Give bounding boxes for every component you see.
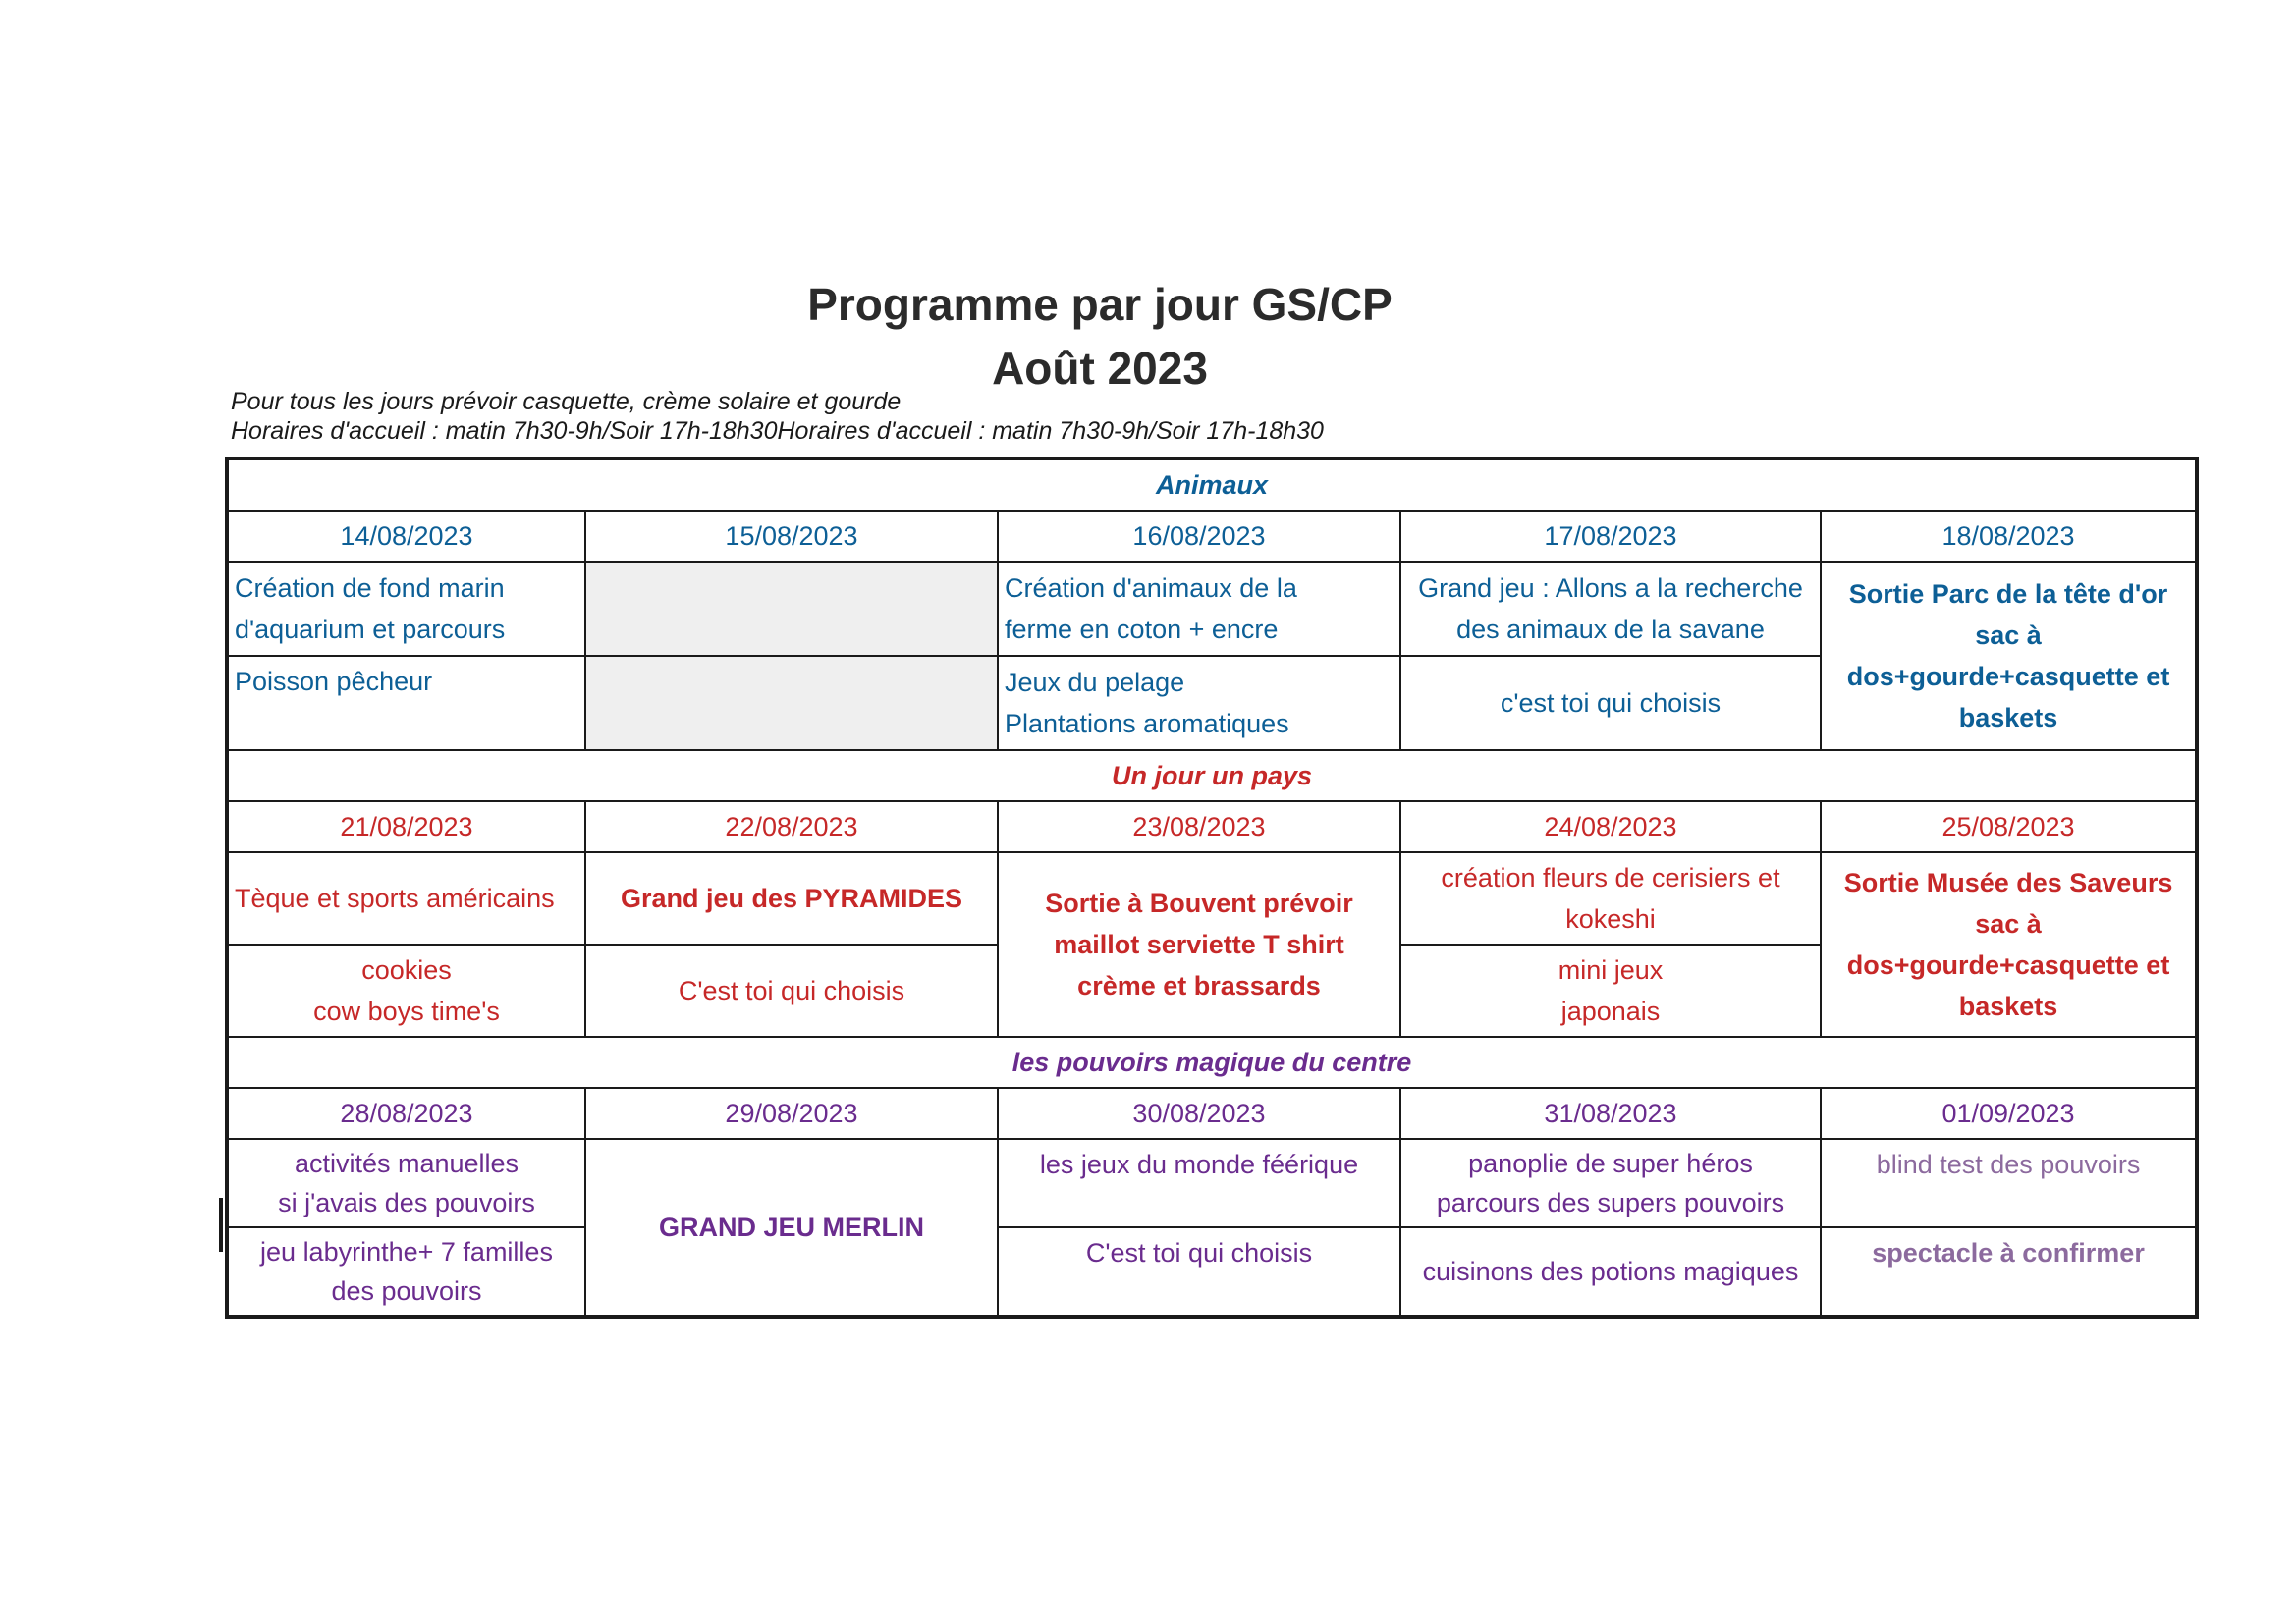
date-cell: 17/08/2023 [1400,511,1821,562]
note-hours: Horaires d'accueil : matin 7h30-9h/Soir 17h-18h30Horaires d'accueil : matin 7h30-9h/Soir 17h-18h30 [231,417,1324,445]
date-cell: 30/08/2023 [998,1088,1400,1139]
date-cell: 16/08/2023 [998,511,1400,562]
date-cell: 15/08/2023 [585,511,998,562]
activity-cell: activités manuelles si j'avais des pouvoirs [227,1139,585,1227]
week3-dates-row [227,1088,2197,1139]
activity-cell: mini jeux japonais [1400,945,1821,1037]
note-equipment: Pour tous les jours prévoir casquette, crème solaire et gourde [231,388,902,415]
activity-cell: C'est toi qui choisis [585,945,998,1037]
date-cell: 14/08/2023 [227,511,585,562]
activity-cell: jeu labyrinthe+ 7 familles des pouvoirs [227,1227,585,1317]
activity-cell: Jeux du pelage Plantations aromatiques [998,656,1400,750]
week3-morning-row [227,1139,2197,1227]
program-table [225,457,2199,1319]
date-cell: 22/08/2023 [585,801,998,852]
date-cell: 23/08/2023 [998,801,1400,852]
week3-afternoon-row [227,1227,2197,1317]
activity-cell: création fleurs de cerisiers et kokeshi [1400,852,1821,945]
date-cell: 18/08/2023 [1821,511,2197,562]
week2-morning-row [227,852,2197,945]
activity-cell: spectacle à confirmer [1821,1227,2197,1317]
week2-dates-row [227,801,2197,852]
activity-cell: blind test des pouvoirs [1821,1139,2197,1227]
activity-cell: Tèque et sports américains [227,852,585,945]
week3-theme-row [227,1037,2197,1088]
date-cell: 01/09/2023 [1821,1088,2197,1139]
activity-cell: panoplie de super héros parcours des supers pouvoirs [1400,1139,1821,1227]
activity-cell: Création de fond marin d'aquarium et parcours [227,562,585,656]
page-title: Programme par jour GS/CP [807,279,1393,330]
activity-cell: Sortie Musée des Saveurs sac à dos+gourde+casquette et baskets [1821,852,2197,1037]
date-cell: 21/08/2023 [227,801,585,852]
month-title: Août 2023 [992,343,1208,394]
week2-theme: Un jour un pays [227,750,2197,801]
activity-cell: cuisinons des potions magiques [1400,1227,1821,1317]
activity-cell: les jeux du monde féérique [998,1139,1400,1227]
activity-cell: Poisson pêcheur [227,656,585,750]
date-cell: 24/08/2023 [1400,801,1821,852]
activity-cell: c'est toi qui choisis [1400,656,1821,750]
activity-cell: cookies cow boys time's [227,945,585,1037]
blank-cell [585,656,998,750]
date-cell: 29/08/2023 [585,1088,998,1139]
blank-cell [585,562,998,656]
week1-theme: Animaux [227,459,2197,511]
activity-cell: Grand jeu des PYRAMIDES [585,852,998,945]
activity-cell: Création d'animaux de la ferme en coton + encre [998,562,1400,656]
week2-theme-row [227,750,2197,801]
activity-cell: Sortie Parc de la tête d'or sac à dos+gourde+casquette et baskets [1821,562,2197,750]
date-cell: 25/08/2023 [1821,801,2197,852]
week1-theme-row [227,459,2197,511]
date-cell: 31/08/2023 [1400,1088,1821,1139]
activity-cell: C'est toi qui choisis [998,1227,1400,1317]
activity-cell: GRAND JEU MERLIN [585,1139,998,1317]
week1-dates-row [227,511,2197,562]
week3-theme: les pouvoirs magique du centre [227,1037,2197,1088]
week1-morning-row [227,562,2197,656]
activity-cell: Sortie à Bouvent prévoir maillot serviette T shirt crème et brassards [998,852,1400,1037]
activity-cell: Grand jeu : Allons a la recherche des animaux de la savane [1400,562,1821,656]
date-cell: 28/08/2023 [227,1088,585,1139]
table-left-edge [219,1198,223,1252]
